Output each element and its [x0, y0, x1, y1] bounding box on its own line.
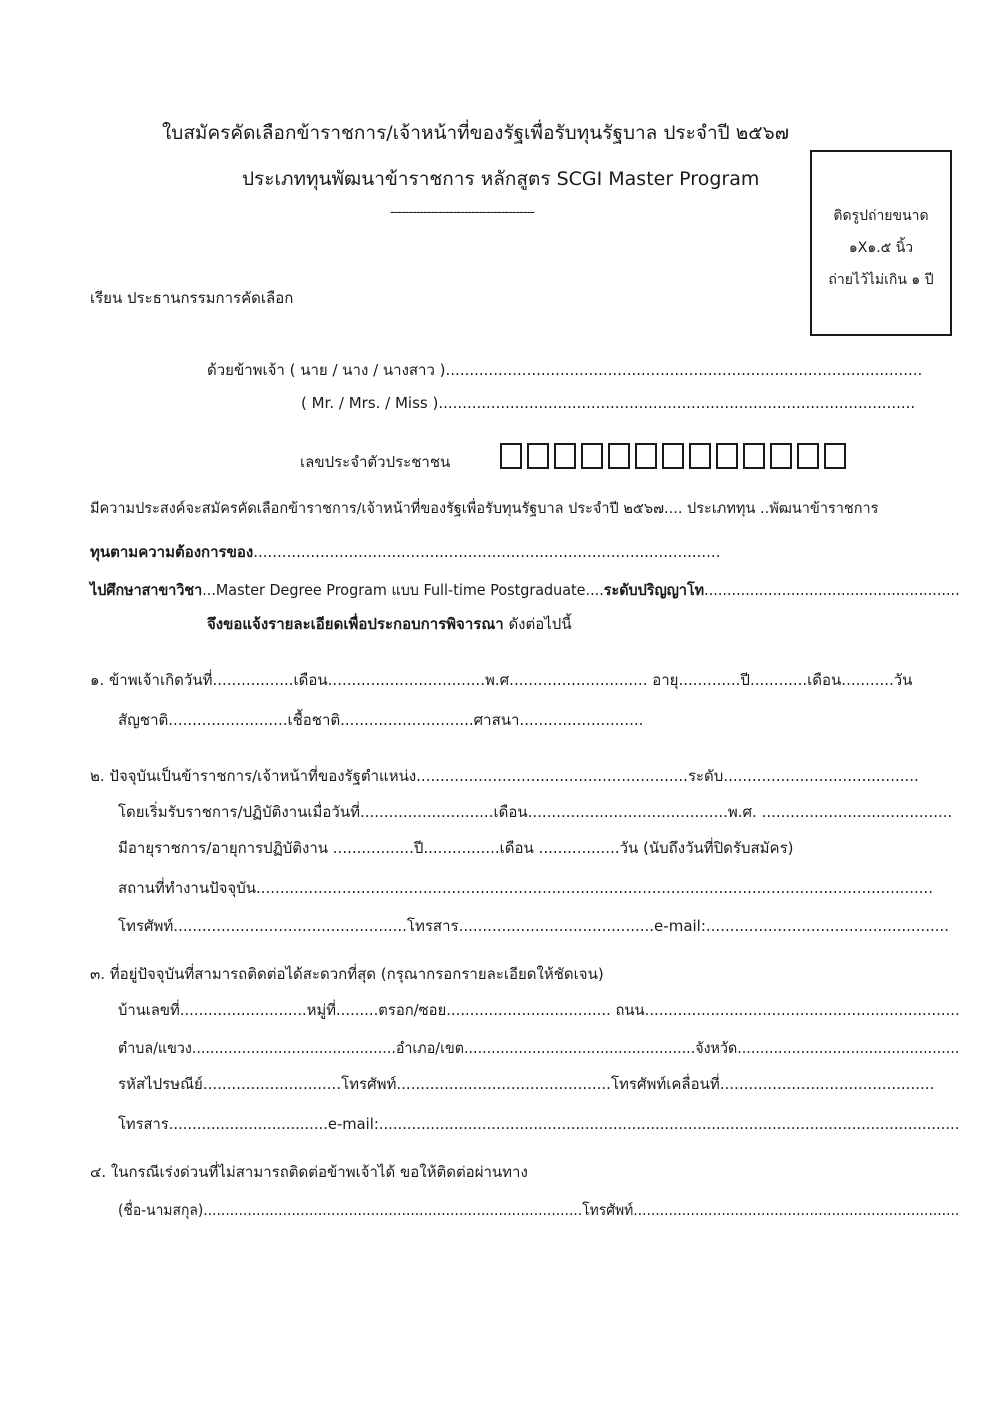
study-label: ไปศึกษาสาขาวิชา — [90, 581, 203, 599]
need-label: ทุนตามความต้องการของ — [90, 543, 254, 561]
section2-workplace-field[interactable]: สถานที่ทำงานปัจจุบัน.............................................................................................................................................. — [118, 879, 934, 897]
section3-house-field[interactable]: บ้านเลขที่...........................หมู่ที่.........ตรอก/ซอย................................... ถนน................................................................... — [118, 1001, 960, 1019]
id-digit-box[interactable] — [527, 443, 549, 469]
degree-level-label: ระดับปริญญาโท — [603, 581, 705, 599]
name-english-field[interactable]: ( Mr. / Mrs. / Miss ).................................................................................................... — [301, 394, 916, 412]
id-digit-box[interactable] — [689, 443, 711, 469]
section3-postal-phone-field[interactable]: รหัสไปรษณีย์.............................โทรศัพท์.............................................โทรศัพท์เคลื่อนที่............................................. — [118, 1075, 935, 1093]
id-digit-box[interactable] — [824, 443, 846, 469]
addressee: เรียน ประธานกรรมการคัดเลือก — [90, 289, 294, 307]
id-digit-box[interactable] — [770, 443, 792, 469]
details-rest: ดังต่อไปนี้ — [503, 615, 572, 633]
photo-instruction-2: ๑X๑.๕ นิ้ว — [848, 240, 914, 256]
section2-position-field[interactable]: ๒. ปัจจุบันเป็นข้าราชการ/เจ้าหน้าที่ของรัฐตำแหน่ง.........................................................ระดับ......................................... — [90, 767, 919, 785]
form-title-line1: ใบสมัครคัดเลือกข้าราชการ/เจ้าหน้าที่ของรัฐเพื่อรับทุนรัฐบาล ประจำปี ๒๕๖๗ — [162, 122, 789, 144]
id-digit-box[interactable] — [554, 443, 576, 469]
section2-contact-field[interactable]: โทรศัพท์.................................................โทรสาร.........................................e-mail:................................................... — [118, 917, 950, 935]
id-digit-box[interactable] — [743, 443, 765, 469]
section3-fax-email-field[interactable]: โทรสาร..................................e-mail:............................................................................................................................ — [118, 1115, 960, 1133]
photo-placeholder-box — [810, 150, 952, 336]
photo-instruction-3: ถ่ายไว้ไม่เกิน ๑ ปี — [828, 272, 934, 288]
scholarship-need-field[interactable] — [90, 540, 720, 564]
id-digit-box[interactable] — [662, 443, 684, 469]
study-value: ...Master Degree Program แบบ Full-time Postgraduate.... — [202, 581, 604, 599]
study-field-line — [90, 578, 960, 602]
title-separator: --------------------------------------- — [390, 205, 534, 220]
id-digit-box[interactable] — [797, 443, 819, 469]
need-dots: .................................................................................................. — [253, 543, 721, 561]
section3-address-heading: ๓. ที่อยู่ปัจจุบันที่สามารถติดต่อได้สะดวกที่สุด (กรุณากรอกรายละเอียดให้ชัดเจน) — [90, 965, 604, 983]
photo-instruction-1: ติดรูปถ่ายขนาด — [833, 208, 929, 224]
id-digit-box[interactable] — [635, 443, 657, 469]
level-dots: ........................................................ — [704, 581, 960, 599]
id-digit-box[interactable] — [581, 443, 603, 469]
section1-nationality-field[interactable]: สัญชาติ.........................เชื้อชาติ............................ศาสนา.......................... — [118, 711, 644, 729]
section4-emergency-heading: ๔. ในกรณีเร่งด่วนที่ไม่สามารถติดต่อข้าพเจ้าได้ ขอให้ติดต่อผ่านทาง — [90, 1163, 528, 1181]
id-digit-box[interactable] — [500, 443, 522, 469]
national-id-boxes[interactable] — [500, 443, 851, 469]
section3-district-field[interactable]: ตำบล/แขวง.............................................อำเภอ/เขต...................................................จังหวัด................................................. — [118, 1039, 960, 1057]
section2-service-years-field[interactable]: มีอายุราชการ/อายุการปฏิบัติงาน .................ปี................เดือน .................วัน (นับถึงวันที่ปิดรับสมัคร) — [118, 839, 794, 857]
purpose-statement: มีความประสงค์จะสมัครคัดเลือกข้าราชการ/เจ้าหน้าที่ของรัฐเพื่อรับทุนรัฐบาล ประจำปี ๒๕๖๗.... ประเภททุน ..พัฒนาข้าราชการ — [90, 501, 879, 517]
national-id-label: เลขประจำตัวประชาชน — [300, 453, 451, 471]
name-thai-field[interactable]: ด้วยข้าพเจ้า ( นาย / นาง / นางสาว ).................................................................................................... — [207, 361, 923, 379]
form-title-line2: ประเภททุนพัฒนาข้าราชการ หลักสูตร SCGI Master Program — [242, 168, 760, 190]
id-digit-box[interactable] — [716, 443, 738, 469]
section1-birthdate-field[interactable]: ๑. ข้าพเจ้าเกิดวันที่.................เดือน.................................พ.ศ............................. อายุ.............ปี............เดือน...........วัน — [90, 671, 913, 689]
id-digit-box[interactable] — [608, 443, 630, 469]
section4-emergency-contact-field[interactable]: (ชื่อ-นามสกุล)......................................................................................โทรศัพท์.......................................................................... — [118, 1201, 960, 1219]
section2-start-date-field[interactable]: โดยเริ่มรับราชการ/ปฏิบัติงานเมื่อวันที่............................เดือน..........................................พ.ศ. ........................................ — [118, 803, 953, 821]
details-heading — [207, 612, 572, 636]
details-bold: จึงขอแจ้งรายละเอียดเพื่อประกอบการพิจารณา — [207, 615, 504, 633]
